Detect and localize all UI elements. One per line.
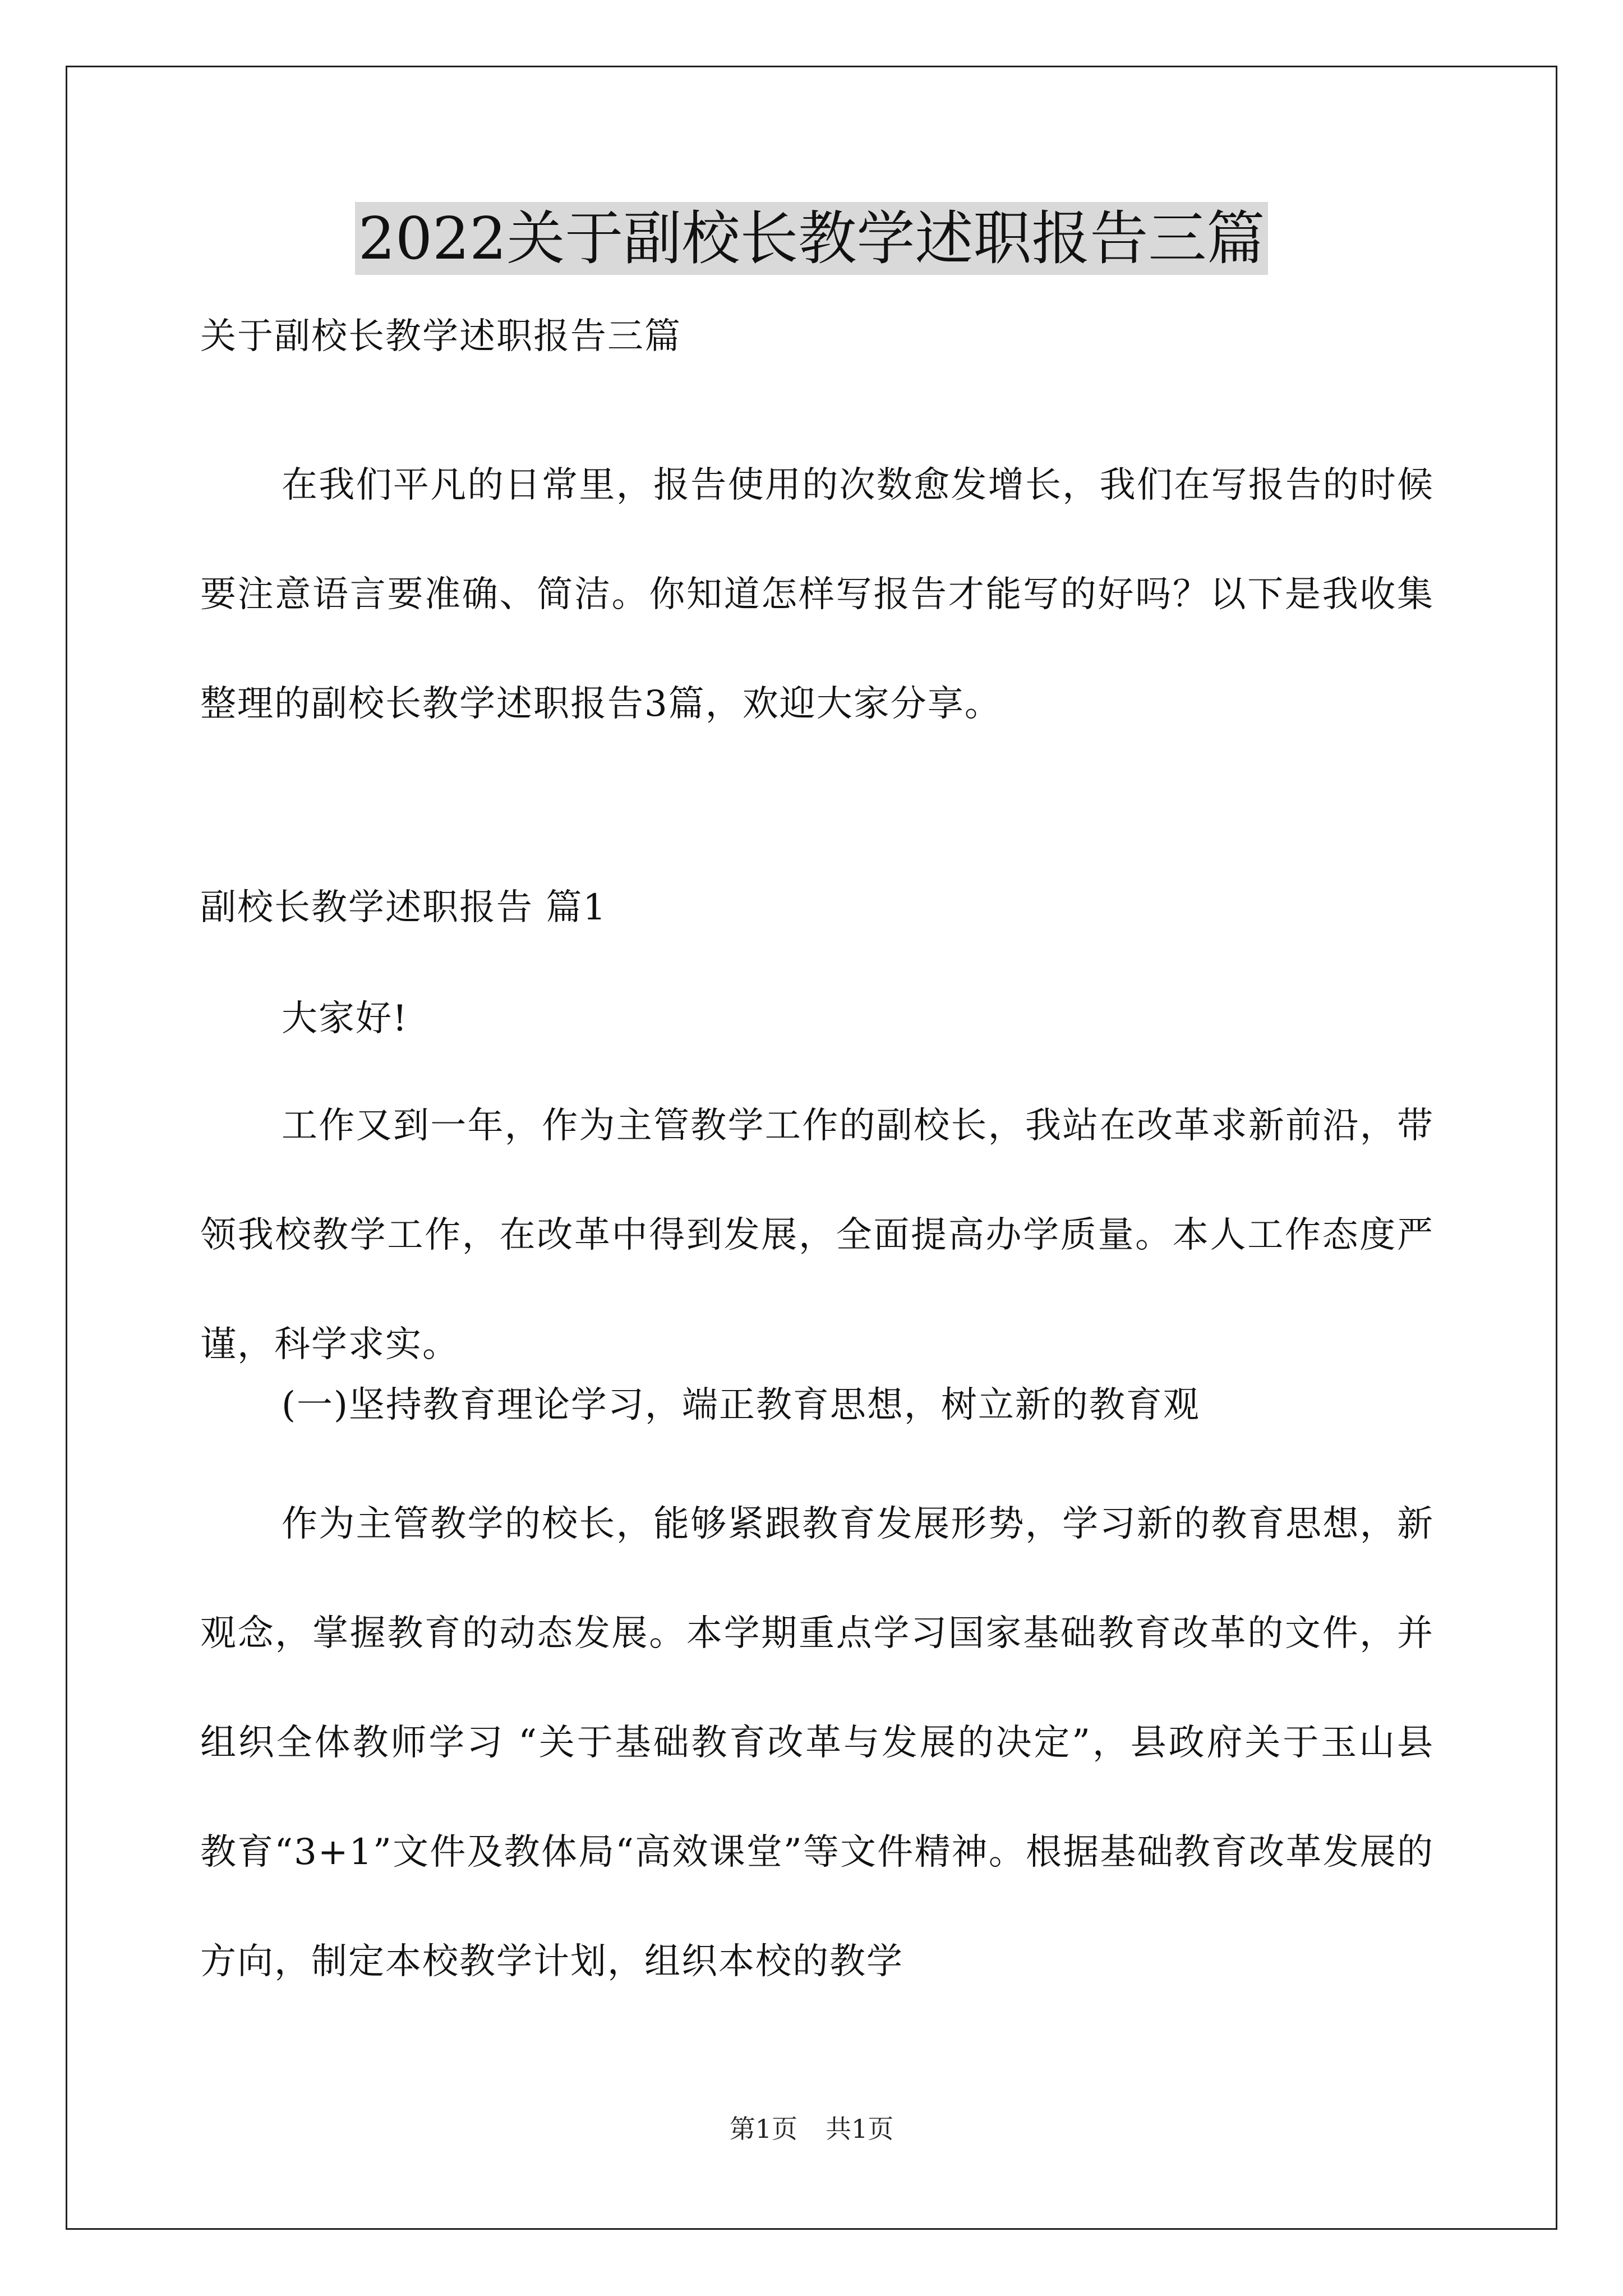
document-subtitle: 关于副校长教学述职报告三篇: [200, 316, 681, 357]
page-footer: [0, 2112, 1623, 2146]
greeting-line: 大家好!: [282, 998, 408, 1039]
page-number: 第1页: [729, 2114, 797, 2144]
section-heading: 副校长教学述职报告 篇1: [200, 887, 607, 928]
document-title-text: 2022关于副校长教学述职报告三篇: [355, 202, 1269, 275]
body-paragraph-1: 工作又到一年，作为主管教学工作的副校长，我站在改革求新前沿，带领我校教学工作，在改革中得到发展，全面提高办学质量。本人工作态度严谨，科学求实。: [200, 1105, 1434, 1365]
document-title: [0, 199, 1623, 278]
page-total: 共1页: [826, 2114, 894, 2144]
section-point-1: (一)坚持教育理论学习，端正教育思想，树立新的教育观: [282, 1384, 1200, 1426]
intro-paragraph: 在我们平凡的日常里，报告使用的次数愈发增长，我们在写报告的时候要注意语言要准确、简洁。你知道怎样写报告才能写的好吗？以下是我收集整理的副校长教学述职报告3篇，欢迎大家分享。: [200, 464, 1434, 725]
body-paragraph-2: 作为主管教学的校长，能够紧跟教育发展形势，学习新的教育思想，新观念，掌握教育的动态发展。本学期重点学习国家基础教育改革的文件，并组织全体教师学习 “关于基础教育改革与发展的决定”，县政府关于玉山县教育“3+1”文件及教体局“高效课堂”等文件精神。根据基础教育改革发展的方向，制定本校教学计划，组织本校的教学: [200, 1503, 1434, 1982]
